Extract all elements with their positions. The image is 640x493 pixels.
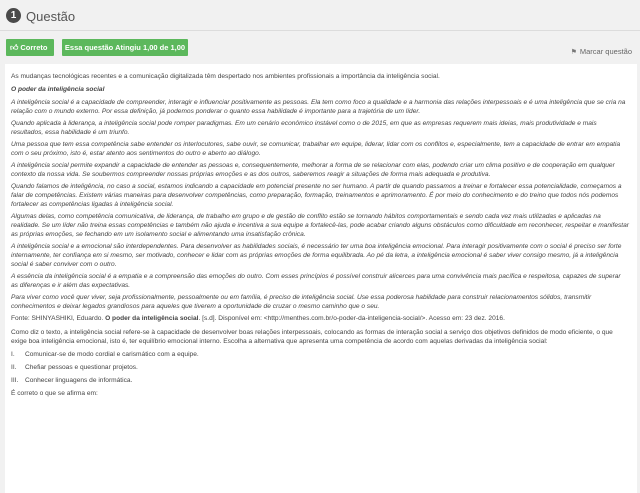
closing-prompt: É correto o que se afirma em: xyxy=(11,390,98,397)
statement-text: Conhecer linguagens de informática. xyxy=(25,377,133,384)
correct-badge xyxy=(6,39,54,56)
text-paragraph: Quando falamos de inteligência, no caso a social, estamos indicando a capacidade em potencial presente no ser humano. A partir de quando passamos a treinar e fortalecer essa potencialidade, começamos a falar de competências. Existem várias maneiras para desenvolver competências, como preparação, formação, treinamentos e aprimoramento. É por meio do conhecimento e do treino que todos nós podemos fortalecer as competências ligadas à inteligência social. xyxy=(11,183,622,208)
text-paragraph: Uma pessoa que tem essa competência sabe entender os interlocutores, sabe ouvir, se comunicar, trabalhar em equipe, liderar, lidar com os conflitos e, especialmente, tem a capacidade de entrar em empatia com o seu próximo, isto é, estar atento aos sentimentos do outro e aberto ao diálogo. xyxy=(11,141,621,157)
mark-question-button[interactable] xyxy=(571,47,632,56)
text-title: O poder da inteligência social xyxy=(11,86,105,93)
statement-numeral: I. xyxy=(11,351,15,358)
question-number: 1 xyxy=(6,8,21,23)
question-intro: As mudanças tecnológicas recentes e a comunicação digitalizada têm despertado nos ambientes profissionais a importância da inteligência social. xyxy=(11,73,440,80)
text-paragraph: Para viver como você quer viver, seja profissionalmente, pessoalmente ou em família, é preciso de inteligência social. Use essa poderosa habilidade para construir relacionamentos sólidos, transmitir conhecimentos e deixar legados grandiosos para aqueles que tiverem a oportunidade de cruzar o mesmo caminho que o seu. xyxy=(11,294,592,310)
statement-numeral: II. xyxy=(11,364,17,371)
statement-item xyxy=(11,350,629,359)
flag-icon: ⚑ xyxy=(570,49,577,56)
question-prompt: Como diz o texto, a inteligência social refere-se à capacidade de desenvolver boas relações interpessoais, colocando as formas de interação social a serviço dos objetivos definidos de modo eficiente, o que exige boa inteligência emocional, isto é, ter equilíbrio emocional interno. Escolha a alternativa que apresenta uma competência de acordo com aquelas derivadas da inteligência social: xyxy=(11,329,613,345)
question-header xyxy=(0,0,640,31)
thumbs-up-icon: 👍︎ xyxy=(10,43,19,52)
source-prefix: Fonte: SHINYASHIKI, Eduardo. xyxy=(11,315,106,322)
statement-item xyxy=(11,376,629,385)
correct-label: Correto xyxy=(20,43,48,52)
text-paragraph: A inteligência social e a emocional são interdependentes. Para desenvolver as habilidades sociais, é necessário ter uma boa inteligência emocional. Para interagir positivamente com o social é preciso ser forte internamente, ter confiança em si mesmo, ser motivado, conhecer e lidar com as próprias emoções de forma equilibrada. Ao pé da letra, a inteligência emocional é saber viver consigo mesmo, já a inteligência social é saber conviver com o outro. xyxy=(11,243,622,268)
source-title: O poder da inteligência social xyxy=(105,315,199,322)
mark-question-label: Marcar questão xyxy=(579,47,632,56)
text-paragraph: Quando aplicada à liderança, a inteligência social pode romper paradigmas. Em um cenário econômico instável como o de 2015, em que as empresas requerem mais ideias, mais produtividade e mais resultados, essa habilidade é um triunfo. xyxy=(11,120,597,136)
text-paragraph: Algumas delas, como competência comunicativa, de liderança, de trabalho em grupo e de gestão de conflito estão se tornando hábitos comportamentais e sendo cada vez mais utilizadas e aplicadas na realidade. Se um líder não treina essas competências e também não ajuda e incentiva a sua equipe a fortalecê-las, pode acabar criando alguns obstáculos como dificuldade em reconhecer, respeitar e manifestar as próprias emoções, se fechando em um isolamento social e alimentando uma insatisfação crônica. xyxy=(11,213,629,238)
text-paragraph: A inteligência social é a capacidade de compreender, interagir e influenciar positivamente as pessoas. Ela tem como foco a qualidade e a harmonia das relações interpessoais e é uma inteligência que se cria na relação com o mundo externo. Por essa definição, já podemos ponderar o quanto essa habilidade é importante para a trajetória de um líder. xyxy=(11,99,626,115)
question-content xyxy=(5,64,637,493)
source-citation xyxy=(11,314,629,323)
statement-list xyxy=(11,350,629,385)
statement-item xyxy=(11,363,629,372)
source-suffix: . [s.d]. Disponível em: <http://menthes.com.br/o-poder-da-inteligencia-social/>. Acesso em: 23 dez. 2016. xyxy=(198,315,505,322)
text-paragraph: A inteligência social permite expandir a capacidade de entender as pessoas e, consequentemente, melhorar a forma de se relacionar com elas, podendo criar um clima positivo e de cooperação em qualquer contexto da nossa vida. Se soubermos compreender nossas próprias emoções e as dos outros, saberemos reagir a situações de forma mais adequada e produtiva. xyxy=(11,162,615,178)
statement-numeral: III. xyxy=(11,377,19,384)
question-title: Questão xyxy=(26,9,76,24)
text-paragraph: A essência da inteligência social é a empatia e a compreensão das emoções do outro. Com esses princípios é possível construir alicerces para uma convivência mais pacífica e respeitosa, capazes de superar as diferenças e ir além das expectativas. xyxy=(11,273,621,289)
score-badge: Essa questão Atingiu 1,00 de 1,00 xyxy=(62,39,188,56)
statement-text: Comunicar-se de modo cordial e carismático com a equipe. xyxy=(25,351,199,358)
statement-text: Chefiar pessoas e questionar projetos. xyxy=(25,364,138,371)
